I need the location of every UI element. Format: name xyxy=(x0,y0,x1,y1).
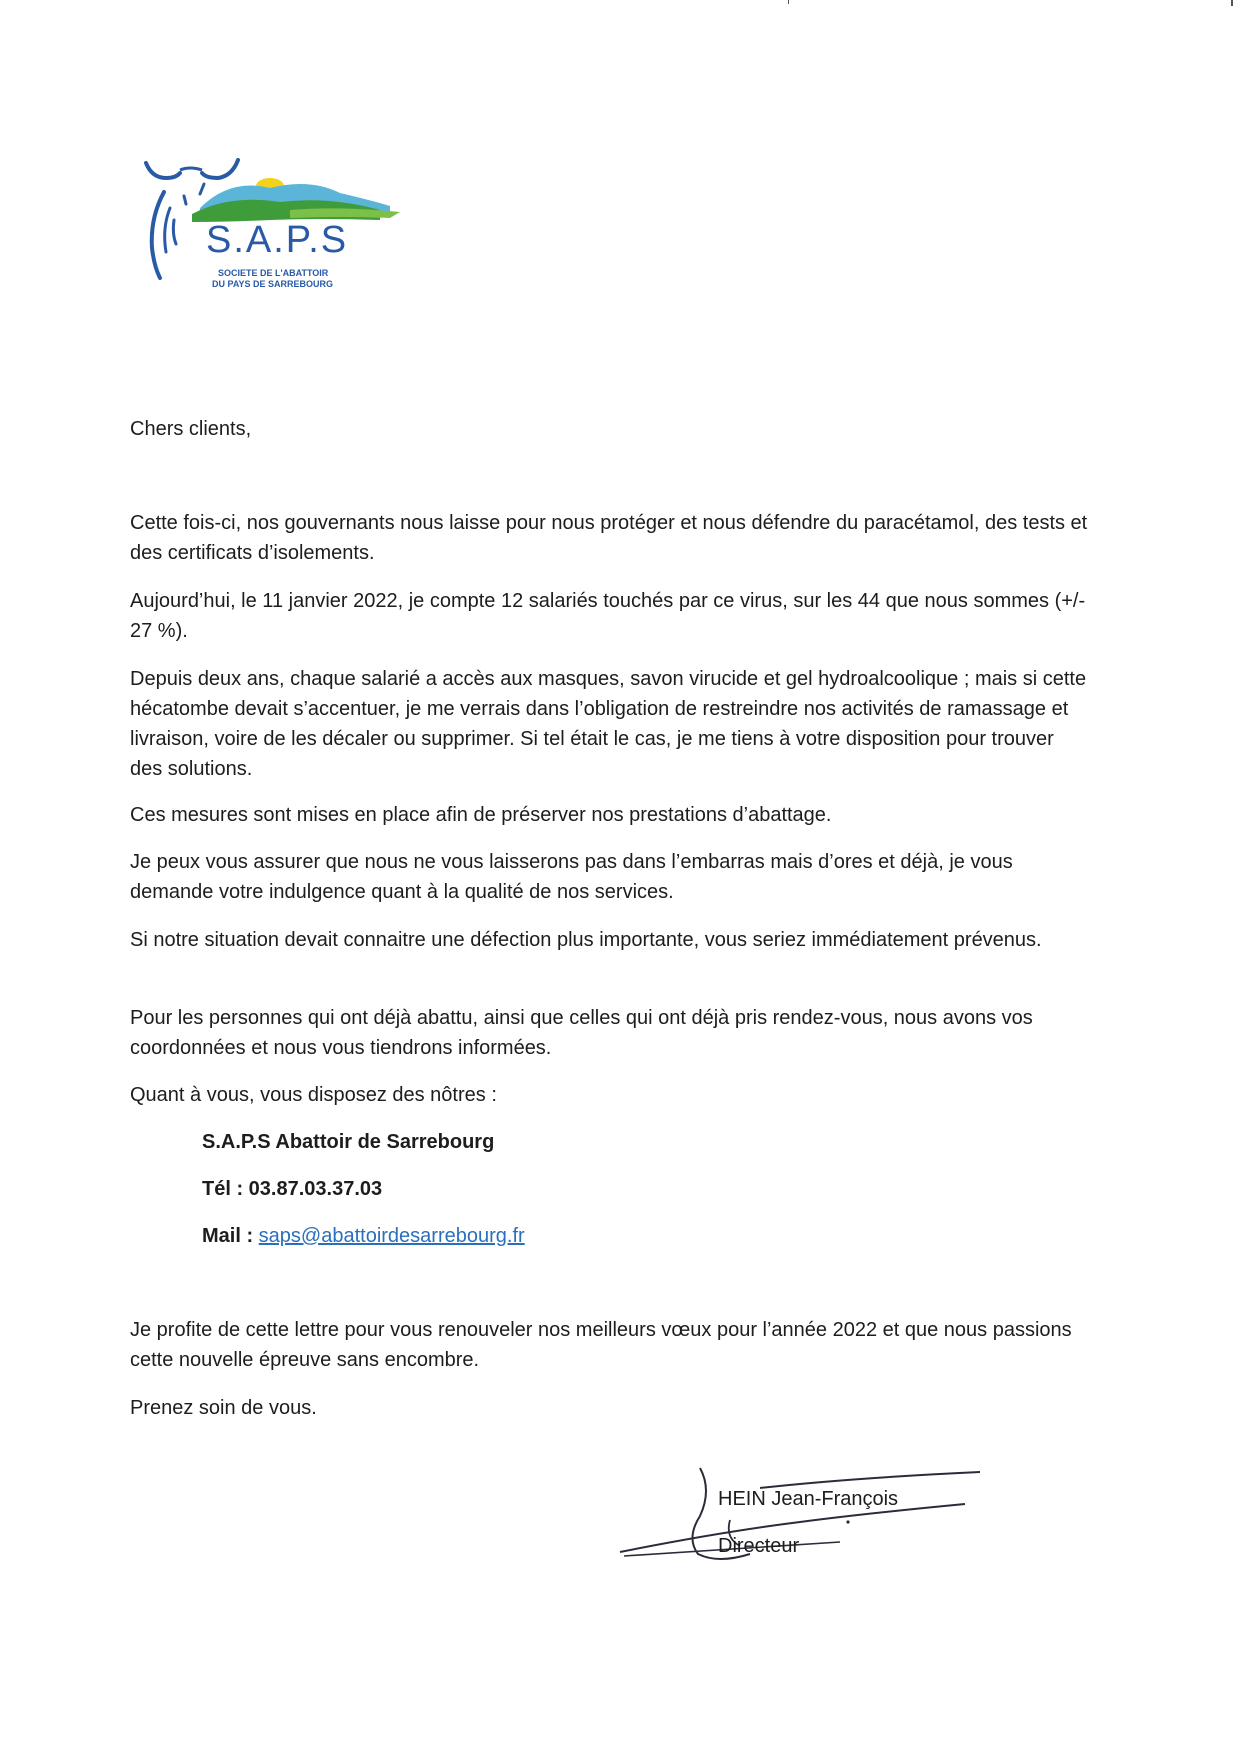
closing-wish: Prenez soin de vous. xyxy=(130,1397,317,1419)
mail-link[interactable]: saps@abattoirdesarrebourg.fr xyxy=(258,1225,525,1247)
signatory-title: Directeur xyxy=(718,1535,800,1557)
paragraph-7: Pour les personnes qui ont déjà abattu, ainsi que celles qui ont déjà pris rendez-vous, nous avons vos coordonnées et nous vous tiendrons informées. xyxy=(130,1007,1033,1059)
logo-line1-text: SOCIETE DE L'ABATTOIR xyxy=(218,268,329,278)
closing-paragraph: Je profite de cette lettre pour vous renouveler nos meilleurs vœux pour l’année 2022 et que nous passions cette nouvelle épreuve sans encombre. xyxy=(130,1319,1072,1371)
paragraph-8: Quant à vous, vous disposez des nôtres : xyxy=(130,1084,497,1106)
phone-number: 03.87.03.37.03 xyxy=(248,1178,383,1200)
salutation: Chers clients, xyxy=(130,418,252,440)
logo-brand-text: S.A.P.S xyxy=(206,219,349,261)
cow-landscape-logo-icon xyxy=(140,148,420,298)
paragraph-3: Depuis deux ans, chaque salarié a accès aux masques, savon virucide et gel hydroalcoolique ; mais si cette hécatombe devait s’accentuer, je me verrais dans l’obligation de restreindre nos activités de ramassage et livraison, voire de les décaler ou supprimer. Si tel était le cas, je me tiens à votre disposition pour trouver des solutions. xyxy=(130,668,1087,780)
paragraph-5: Je peux vous assurer que nous ne vous laisserons pas dans l’embarras mais d’ores et déjà, je vous demande votre indulgence quant à la qualité de nos services. xyxy=(130,851,1013,903)
signatory-name: HEIN Jean-François xyxy=(718,1488,899,1510)
paragraph-1: Cette fois-ci, nos gouvernants nous laisse pour nous protéger et nous défendre du paracétamol, des tests et des certificats d’isolements. xyxy=(130,512,1088,564)
scan-artifact xyxy=(788,0,789,4)
contact-mail xyxy=(202,1221,525,1251)
logo-line2-text: DU PAYS DE SARREBOURG xyxy=(212,279,334,289)
contact-company: S.A.P.S Abattoir de Sarrebourg xyxy=(202,1131,495,1153)
contact-phone xyxy=(202,1174,382,1204)
paragraph-2: Aujourd’hui, le 11 janvier 2022, je compte 12 salariés touchés par ce virus, sur les 44 que nous sommes (+/- 27 %). xyxy=(130,590,1086,642)
handwritten-signature xyxy=(600,1460,1000,1580)
phone-label: Tél : xyxy=(202,1178,249,1200)
mail-label: Mail : xyxy=(202,1225,259,1247)
paragraph-4: Ces mesures sont mises en place afin de préserver nos prestations d’abattage. xyxy=(130,804,832,826)
scan-artifact xyxy=(1231,0,1233,6)
paragraph-6: Si notre situation devait connaitre une défection plus importante, vous seriez immédiatement prévenus. xyxy=(130,929,1042,951)
signature-stroke-icon xyxy=(600,1460,1000,1580)
saps-logo xyxy=(140,148,420,298)
